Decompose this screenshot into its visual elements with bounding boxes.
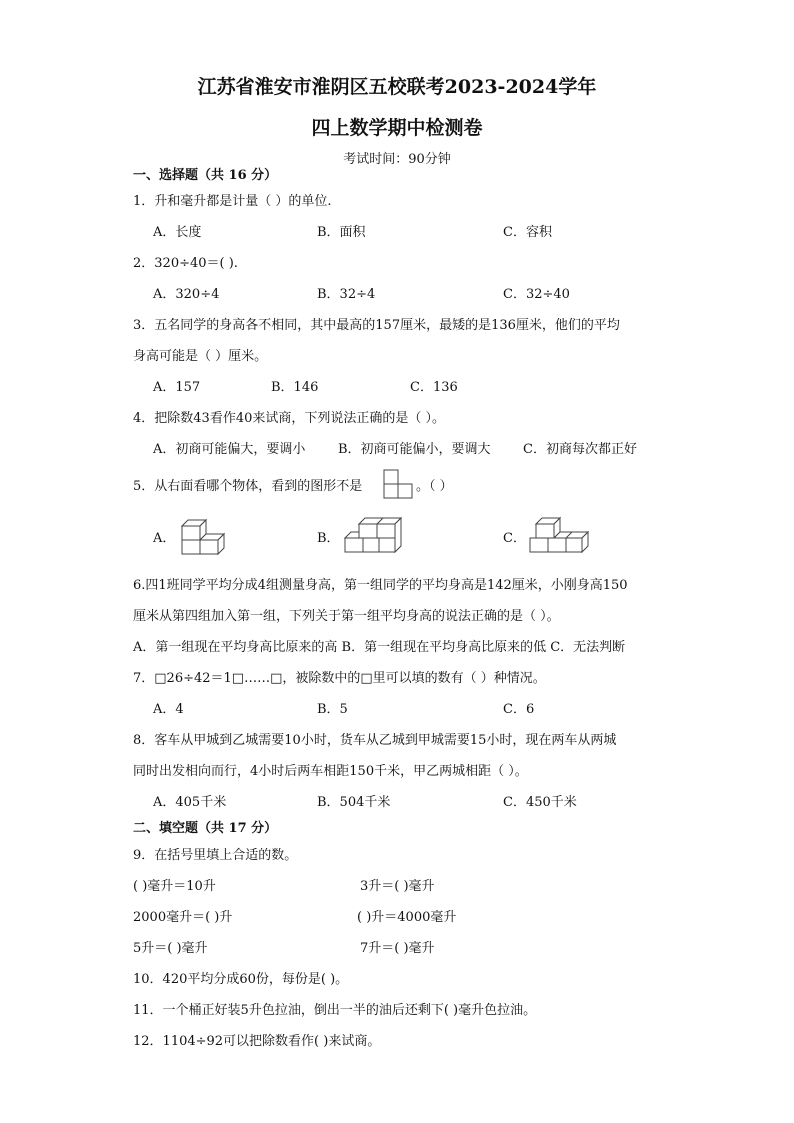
q9-row1-right: 3升＝( )毫升 [360,879,435,894]
q4-option-b: B．初商可能偏小，要调大 [338,442,491,457]
q3-option-b: B．146 [271,380,319,395]
q9-row1-left: ( )毫升＝10升 [133,879,216,894]
q4-option-c: C．初商每次都正好 [523,442,637,457]
title-line-1: 江苏省淮安市淮阴区五校联考2023-2024学年 [197,76,597,98]
q7-stem: 7．□26÷42＝1□……□，被除数中的□里可以填的数有（ ）种情况。 [133,671,546,686]
q6-stem-line1: 6.四1班同学平均分成4组测量身高，第一组同学的平均身高是142厘米，小刚身高150 [133,578,628,593]
side-view-shape-figure [383,469,415,501]
q9-row3-right: 7升＝( )毫升 [360,941,435,956]
cube-figure-b [343,516,405,560]
q6-stem-line2: 厘米从第四组加入第一组，下列关于第一组平均身高的说法正确的是（ ）。 [133,609,560,624]
q4-option-a: A．初商可能偏大，要调小 [153,442,306,457]
q3-option-c: C．136 [410,380,458,395]
q10-stem: 10．420平均分成60份，每份是( )。 [133,972,349,987]
q9-row2-left: 2000毫升＝( )升 [133,910,233,925]
cube-figure-c [528,516,590,560]
q5-stem-prefix: 5．从右面看哪个物体，看到的图形不是 [133,479,363,494]
q9-row2-right: ( )升＝4000毫升 [357,910,457,925]
q1-option-b: B．面积 [317,225,366,240]
q5-option-a: A． [153,531,176,546]
q8-option-b: B．504千米 [317,795,391,810]
q1-stem: 1．升和毫升都是计量（ ）的单位. [133,194,332,209]
section1-heading: 一、选择题（共 16 分） [133,168,278,183]
cube-figure-a [180,518,226,558]
q3-stem-line2: 身高可能是（ ）厘米。 [133,349,268,364]
q3-stem-line1: 3．五名同学的身高各不相同，其中最高的157厘米，最矮的是136厘米，他们的平均 [133,318,620,333]
q7-option-b: B．5 [317,702,348,717]
exam-time: 考试时间：90分钟 [343,152,451,167]
q8-stem-line1: 8．客车从甲城到乙城需要10小时，货车从乙城到甲城需要15小时，现在两车从两城 [133,733,617,748]
title-line-2: 四上数学期中检测卷 [311,117,483,139]
q3-option-a: A．157 [153,380,201,395]
q5-option-c: C． [503,531,526,546]
q4-stem: 4．把除数43看作40来试商，下列说法正确的是（ ）。 [133,411,445,426]
q2-option-b: B．32÷4 [317,287,376,302]
q8-option-c: C．450千米 [503,795,577,810]
q8-option-a: A．405千米 [153,795,227,810]
q1-option-a: A．长度 [153,225,202,240]
q11-stem: 11．一个桶正好装5升色拉油，倒出一半的油后还剩下( )毫升色拉油。 [133,1003,537,1018]
q5-stem-suffix: 。（ ） [416,479,453,494]
q2-option-a: A．320÷4 [153,287,220,302]
q2-stem: 2．320÷40＝( ). [133,256,238,271]
q7-option-c: C．6 [503,702,535,717]
q9-stem: 9．在括号里填上合适的数。 [133,848,298,863]
q5-option-b: B． [317,531,340,546]
section2-heading: 二、填空题（共 17 分） [133,821,278,836]
q6-options: A．第一组现在平均身高比原来的高 B．第一组现在平均身高比原来的低 C．无法判断 [133,640,626,655]
q9-row3-left: 5升＝( )毫升 [133,941,208,956]
q1-option-c: C．容积 [503,225,552,240]
q12-stem: 12．1104÷92可以把除数看作( )来试商。 [133,1034,381,1049]
q8-stem-line2: 同时出发相向而行，4小时后两车相距150千米，甲乙两城相距（ ）。 [133,764,528,779]
q7-option-a: A．4 [153,702,184,717]
q2-option-c: C．32÷40 [503,287,570,302]
